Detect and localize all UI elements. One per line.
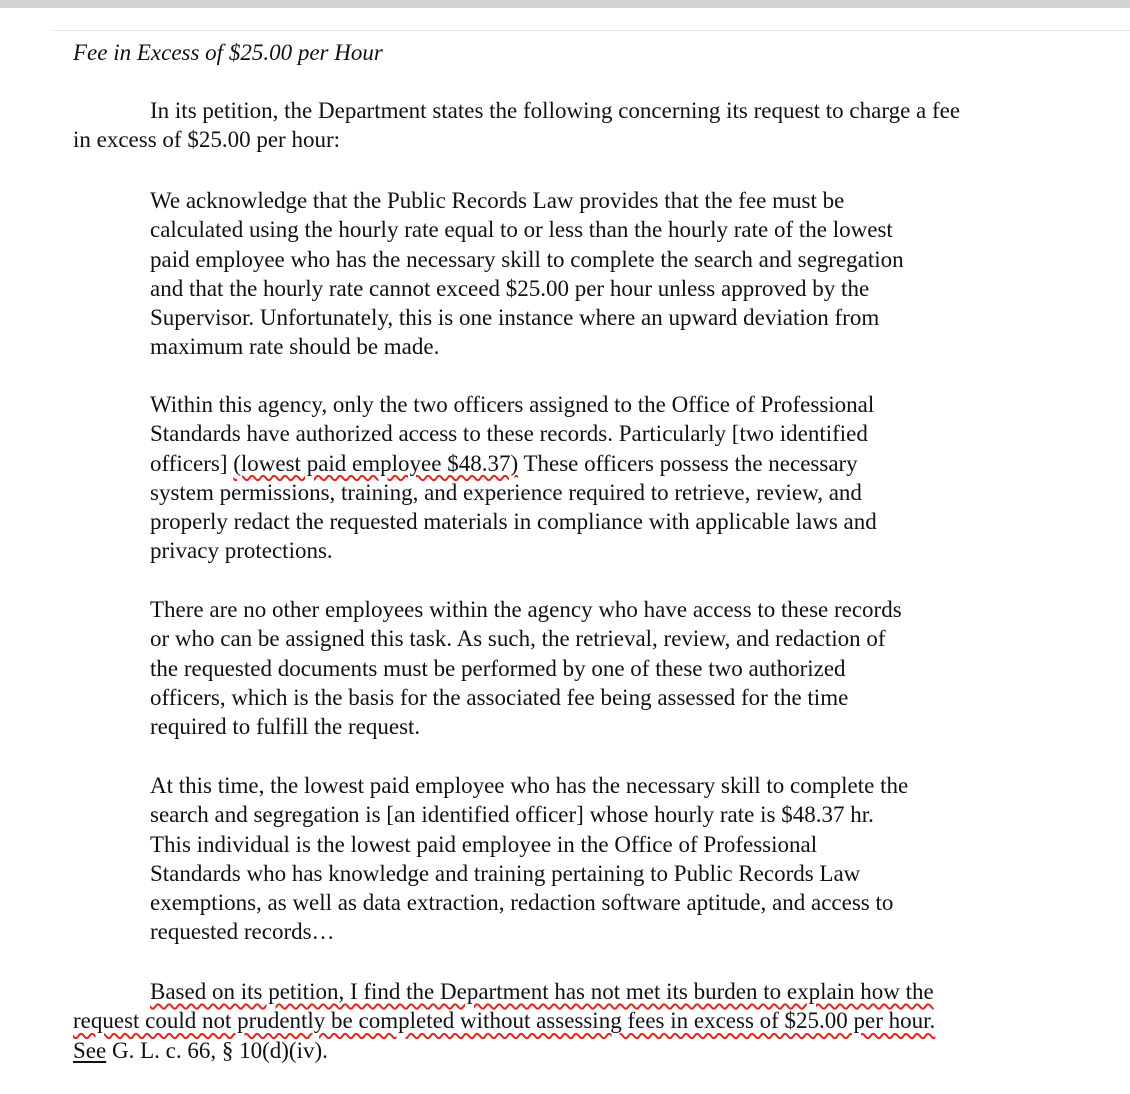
- quote-line: maximum rate should be made.: [150, 334, 440, 360]
- block-quote-hourly-rate: [150, 771, 1010, 947]
- intro-line: in excess of $25.00 per hour:: [73, 127, 340, 152]
- quote-line: We acknowledge that the Public Records Law provides that the fee must be: [150, 188, 845, 213]
- quote-line: required to fulfill the request.: [150, 714, 421, 740]
- quote-line: paid employee who has the necessary skill to complete the search and segregation: [150, 246, 904, 272]
- quote-text: officers]: [150, 450, 234, 476]
- finding-paragraph: [73, 977, 1073, 1065]
- quote-line: This individual is the lowest paid employee in the Office of Professional: [150, 831, 818, 857]
- block-quote-no-other-employees: [150, 595, 1010, 741]
- finding-line: [73, 1006, 1073, 1035]
- block-quote-authorized-officers: [150, 390, 1010, 566]
- intro-paragraph: [73, 96, 1073, 154]
- quote-line: Standards who has knowledge and training pertaining to Public Records Law: [150, 860, 861, 886]
- quote-line: Standards have authorized access to these records. Particularly [two identified: [150, 421, 868, 447]
- quote-line: Supervisor. Unfortunately, this is one instance where an upward deviation from: [150, 305, 880, 331]
- block-quote-acknowledgement: [150, 186, 1010, 362]
- spelling-flagged-text[interactable]: request could not prudently be completed without assessing fees in excess of $25.00 per hour.: [73, 1008, 936, 1034]
- quote-line: There are no other employees within the agency who have access to these records: [150, 597, 902, 622]
- quote-line: Within this agency, only the two officers assigned to the Office of Professional: [150, 392, 875, 417]
- quote-line: properly redact the requested materials in compliance with applicable laws and: [150, 509, 877, 535]
- quote-line: exemptions, as well as data extraction, redaction software aptitude, and access to: [150, 890, 894, 916]
- quote-line: system permissions, training, and experience required to retrieve, review, and: [150, 479, 862, 505]
- finding-line: [73, 977, 1073, 1006]
- quote-line: officers, which is the basis for the associated fee being assessed for the time: [150, 684, 849, 710]
- citation-line: [73, 1036, 1073, 1065]
- quote-line: At this time, the lowest paid employee who has the necessary skill to complete the: [150, 773, 909, 798]
- quote-text: These officers possess the necessary: [518, 450, 858, 476]
- quote-line: privacy protections.: [150, 538, 333, 564]
- intro-line: In its petition, the Department states the following concerning its request to charge a fee: [150, 98, 961, 123]
- quote-line: calculated using the hourly rate equal to or less than the hourly rate of the lowest: [150, 217, 893, 243]
- quote-line: [150, 449, 1010, 478]
- spelling-flagged-text[interactable]: (lowest paid employee $48.37): [233, 450, 519, 476]
- quote-line: or who can be assigned this task. As such, the retrieval, review, and redaction of: [150, 626, 886, 652]
- spelling-flagged-text[interactable]: Based on its petition, I find the Department has not met its burden to explain how the: [150, 979, 934, 1004]
- section-heading: Fee in Excess of $25.00 per Hour: [73, 40, 383, 65]
- quote-line: requested records…: [150, 919, 335, 945]
- quote-line: search and segregation is [an identified officer] whose hourly rate is $48.37 hr.: [150, 802, 874, 828]
- citation-text: G. L. c. 66, § 10(d)(iv).: [106, 1037, 328, 1063]
- quote-line: and that the hourly rate cannot exceed $25.00 per hour unless approved by the: [150, 275, 870, 301]
- quote-line: the requested documents must be performed by one of these two authorized: [150, 655, 846, 681]
- see-signal: See: [73, 1037, 107, 1063]
